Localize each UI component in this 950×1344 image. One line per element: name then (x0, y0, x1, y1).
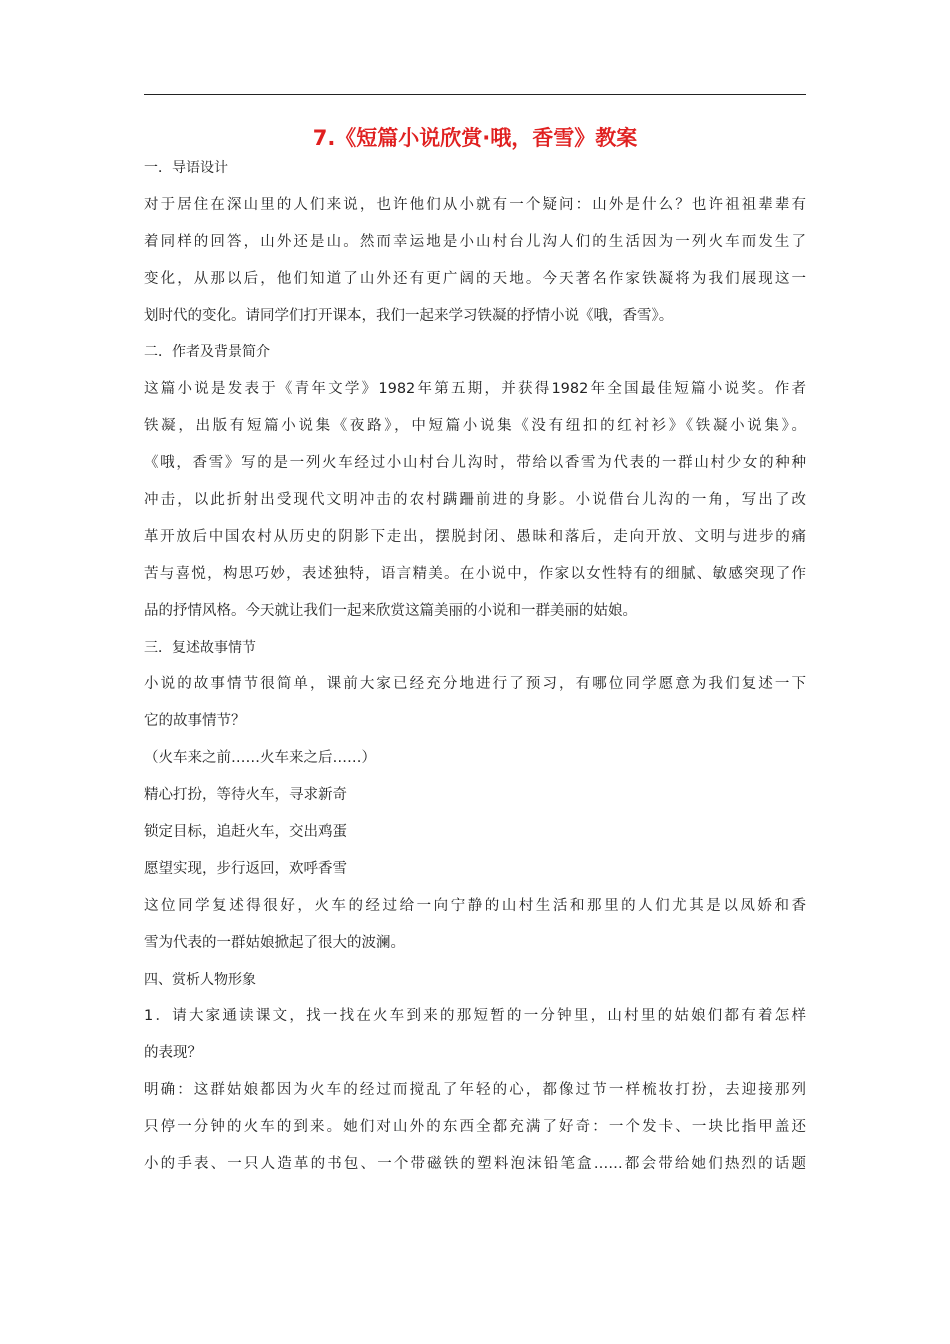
paragraph-line: 《哦，香雪》写的是一列火车经过小山村台儿沟时，带给以香雪为代表的一群山村少女的种种 (144, 455, 806, 472)
paragraph-line: 明确：这群姑娘都因为火车的经过而搅乱了年轻的心，都像过节一样梳妆打扮，去迎接那列 (144, 1082, 806, 1099)
paragraph-line: 小说的故事情节很简单，课前大家已经充分地进行了预习，有哪位同学愿意为我们复述一下 (144, 676, 806, 693)
paragraph-line: 只停一分钟的火车的到来。她们对山外的东西全都充满了好奇：一个发卡、一块比指甲盖还 (144, 1119, 806, 1136)
paragraph-line: 划时代的变化。请同学们打开课本，我们一起来学习铁凝的抒情小说《哦，香雪》。 (144, 307, 674, 324)
section-heading: 一．导语设计 (144, 160, 228, 176)
document-body (144, 150, 806, 1183)
paragraph-line: 苦与喜悦，构思巧妙，表述独特，语言精美。在小说中，作家以女性特有的细腻、敏感突现了作 (144, 565, 806, 582)
paragraph-line: 锁定目标，追赶火车，交出鸡蛋 (144, 824, 347, 841)
paragraph-line: 的表现？ (144, 1045, 202, 1062)
paragraph-line: 雪为代表的一群姑娘掀起了很大的波澜。 (144, 934, 405, 951)
paragraph-line: 对于居住在深山里的人们来说，也许他们从小就有一个疑问：山外是什么？也许祖祖辈辈有 (144, 196, 806, 213)
paragraph-line: 着同样的回答，山外还是山。然而幸运地是小山村台儿沟人们的生活因为一列火车而发生了 (144, 233, 806, 250)
section-heading: 二．作者及背景简介 (144, 344, 270, 361)
document-title: 7.《短篇小说欣赏·哦，香雪》教案 (312, 126, 638, 150)
paragraph-line: 它的故事情节？ (144, 713, 246, 730)
paragraph-line: 这位同学复述得很好，火车的经过给一向宁静的山村生活和那里的人们尤其是以凤娇和香 (144, 897, 806, 914)
paragraph-line: （火车来之前……火车来之后……） (144, 750, 376, 767)
section-heading: 三．复述故事情节 (144, 639, 256, 656)
paragraph-line: 变化，从那以后，他们知道了山外还有更广阔的天地。今天著名作家铁凝将为我们展现这一 (144, 270, 806, 287)
paragraph-line: 愿望实现，步行返回，欢呼香雪 (144, 860, 347, 877)
paragraph-line: 精心打扮，等待火车，寻求新奇 (144, 787, 347, 804)
paragraph-line: 小的手表、一只人造革的书包、一个带磁铁的塑料泡沫铅笔盒……都会带给她们热烈的话题 (144, 1156, 806, 1173)
paragraph-line: 铁凝，出版有短篇小说集《夜路》，中短篇小说集《没有纽扣的红衬衫》《铁凝小说集》。 (144, 418, 806, 435)
section-heading: 四、赏析人物形象 (144, 971, 256, 988)
paragraph-line: 品的抒情风格。今天就让我们一起来欣赏这篇美丽的小说和一群美丽的姑娘。 (144, 602, 637, 619)
paragraph-line: 这篇小说是发表于《青年文学》1982年第五期，并获得1982年全国最佳短篇小说奖。作者 (144, 381, 806, 398)
paragraph-line: 1．请大家通读课文，找一找在火车到来的那短暂的一分钟里，山村里的姑娘们都有着怎样 (144, 1008, 806, 1025)
header-rule (144, 94, 806, 95)
paragraph-line: 革开放后中国农村从历史的阴影下走出，摆脱封闭、愚昧和落后，走向开放、文明与进步的痛 (144, 528, 806, 545)
paragraph-line: 冲击，以此折射出受现代文明冲击的农村蹒跚前进的身影。小说借台儿沟的一角，写出了改 (144, 492, 806, 509)
